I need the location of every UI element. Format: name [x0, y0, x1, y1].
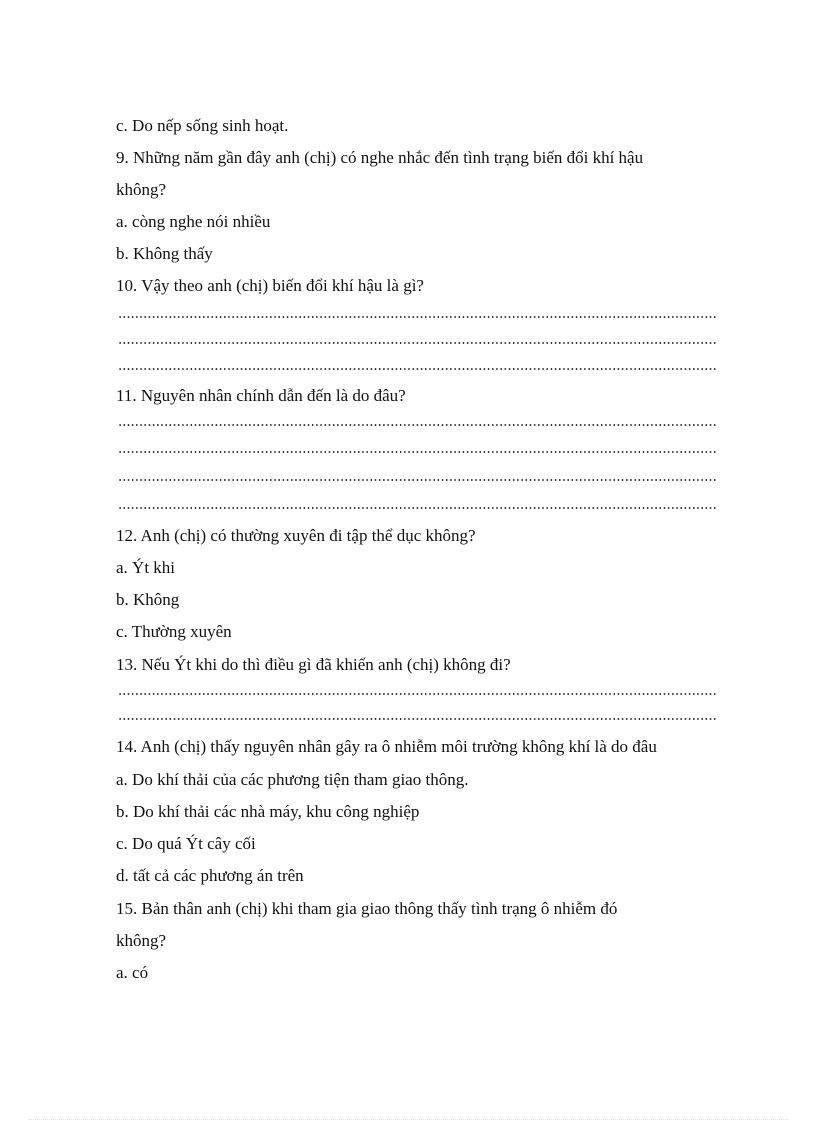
q13-answer-line-2 [118, 718, 718, 720]
q12-text: 12. Anh (chị) có thường xuyên đi tập thể dục không? [116, 526, 476, 545]
q10-text: 10. Vậy theo anh (chị) biến đổi khí hậu là gì? [116, 276, 424, 295]
q8-option-c: c. Do nếp sống sinh hoạt. [116, 116, 289, 135]
q12-option-c: c. Thường xuyên [116, 622, 232, 641]
q14-option-c: c. Do quá Ýt cây cối [116, 834, 256, 853]
q9-text-cont: không? [116, 180, 167, 199]
q9-option-a: a. còng nghe nói nhiều [116, 212, 271, 231]
q13-answer-line-1 [118, 693, 718, 695]
q14-option-d: d. tất cả các phương án trên [116, 866, 304, 885]
q13-text: 13. Nếu Ýt khi do thì điều gì đã khiến anh (chị) không đi? [116, 655, 511, 674]
q12-option-b: b. Không [116, 590, 180, 609]
q14-option-a: a. Do khí thải của các phương tiện tham giao thông. [116, 770, 469, 789]
q11-answer-line-1 [118, 424, 718, 426]
q14-option-b: b. Do khí thải các nhà máy, khu công nghiệp [116, 802, 420, 821]
q14-text: 14. Anh (chị) thấy nguyên nhân gây ra ô nhiễm môi trường không khí là do đâu [116, 737, 657, 756]
q9-option-b: b. Không thấy [116, 244, 213, 263]
q11-text: 11. Nguyên nhân chính dẫn đến là do đâu? [116, 386, 406, 405]
q12-option-a: a. Ýt khi [116, 558, 176, 577]
q10-answer-line-1 [118, 316, 718, 318]
q11-answer-line-3 [118, 479, 718, 481]
q9-text: 9. Những năm gần đây anh (chị) có nghe nhắc đến tình trạng biến đổi khí hậu [116, 148, 644, 167]
q10-answer-line-3 [118, 368, 718, 370]
q11-answer-line-2 [118, 451, 718, 453]
q10-answer-line-2 [118, 342, 718, 344]
q15-option-a: a. có [116, 963, 149, 982]
q15-text-cont: không? [116, 931, 167, 950]
q11-answer-line-4 [118, 507, 718, 509]
q15-text: 15. Bản thân anh (chị) khi tham gia giao thông thấy tình trạng ô nhiễm đó [116, 899, 618, 918]
page-bottom-edge [28, 1119, 788, 1120]
